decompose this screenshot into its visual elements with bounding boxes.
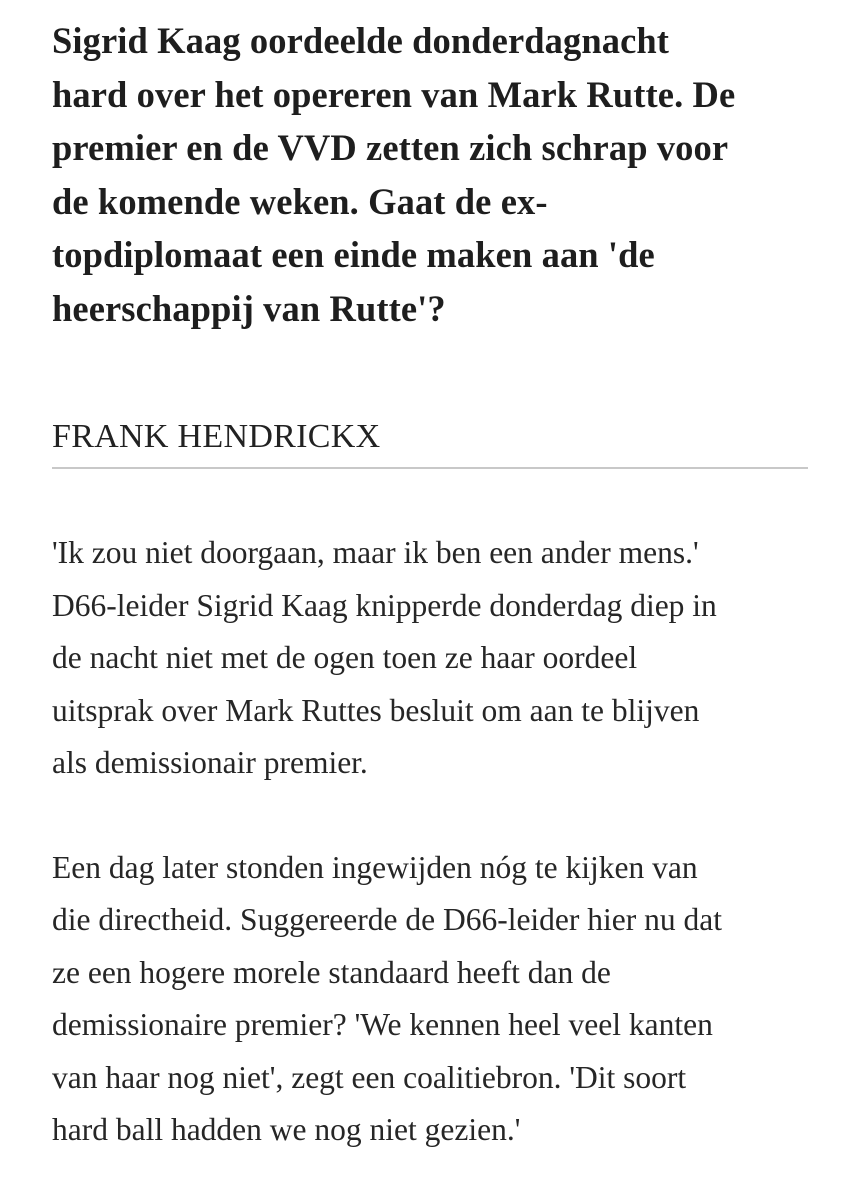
intro-line: de komende weken. Gaat de ex-: [52, 180, 548, 222]
paragraph-line: die directheid. Suggereerde de D66-leider hier nu dat: [52, 902, 722, 937]
paragraph-line: D66-leider Sigrid Kaag knipperde donderdag diep in: [52, 587, 717, 623]
body-paragraph: [52, 527, 812, 790]
intro-line: premier en de VVD zetten zich schrap voor: [52, 127, 729, 168]
paragraph-line: van haar nog niet', zegt een coalitiebron. 'Dit soort: [52, 1059, 687, 1095]
paragraph-line: uitsprak over Mark Ruttes besluit om aan te blijven: [52, 692, 700, 728]
paragraph-line: als demissionair premier.: [52, 745, 368, 780]
intro-line: hard over het opereren van Mark Rutte. De: [52, 73, 736, 115]
author-byline: [52, 417, 808, 469]
paragraph-line: hard ball hadden we nog niet gezien.': [52, 1112, 521, 1147]
paragraph-line: 'Ik zou niet doorgaan, maar ik ben een ander mens.': [52, 535, 699, 570]
article: [52, 0, 812, 1157]
intro-line: topdiplomaat een einde maken aan 'de: [52, 234, 655, 275]
intro-line: Sigrid Kaag oordeelde donderdagnacht: [52, 20, 670, 61]
article-body: [52, 527, 812, 1157]
paragraph-line: ze een hogere morele standaard heeft dan de: [52, 954, 611, 990]
paragraph-line: Een dag later stonden ingewijden nóg te kijken van: [52, 849, 698, 885]
body-paragraph: [52, 842, 812, 1157]
paragraph-line: de nacht niet met de ogen toen ze haar oordeel: [52, 640, 638, 675]
intro-line: heerschappij van Rutte'?: [52, 287, 446, 329]
paragraph-line: demissionaire premier? 'We kennen heel veel kanten: [52, 1007, 713, 1042]
article-intro: [52, 14, 812, 335]
author-name[interactable]: FRANK HENDRICKX: [52, 418, 381, 455]
